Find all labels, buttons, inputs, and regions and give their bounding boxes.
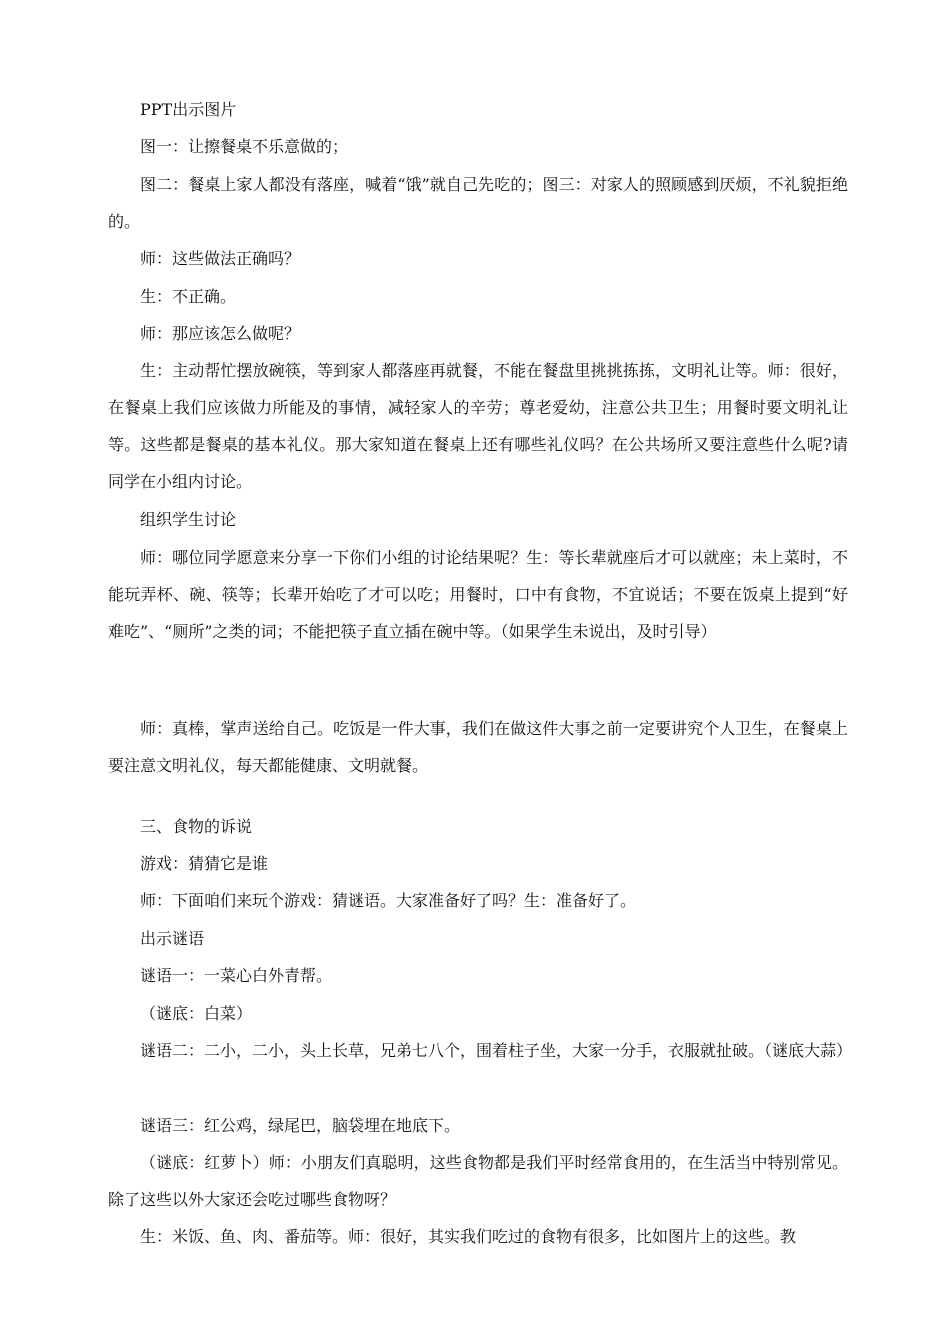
paragraph: 图二：餐桌上家人都没有落座，喊着“饿”就自己先吃的；图三：对家人的照顾感到厌烦，不礼貌拒绝的。	[108, 175, 848, 231]
paragraph: 生：不正确。	[140, 287, 237, 306]
paragraph: 生：主动帮忙摆放碗筷，等到家人都落座再就餐，不能在餐盘里挑挑拣拣，文明礼让等。师：很好，在餐桌上我们应该做力所能及的事情，减轻家人的辛劳；尊老爱幼，注意公共卫生；用餐时要文明礼让等。这些都是餐桌的基本礼仪。那大家知道在餐桌上还有哪些礼仪吗？在公共场所又要注意些什么呢?请同学在小组内讨论。	[108, 361, 848, 491]
section-heading: 三、食物的诉说	[140, 817, 253, 836]
paragraph: 生：米饭、鱼、肉、番茄等。师：很好，其实我们吃过的食物有很多，比如图片上的这些。教	[140, 1227, 797, 1246]
paragraph: 出示谜语	[140, 929, 205, 948]
paragraph: （谜底：白菜）	[140, 1004, 253, 1023]
paragraph: 师：哪位同学愿意来分享一下你们小组的讨论结果呢？生：等长辈就座后才可以就座；未上菜时，不能玩弄杯、碗、筷等；长辈开始吃了才可以吃；用餐时，口中有食物，不宜说话；不要在饭桌上提到“好难吃”、“厕所”之类的词；不能把筷子直立插在碗中等。（如果学生未说出，及时引导）	[108, 548, 848, 641]
paragraph: （谜底：红萝卜）师：小朋友们真聪明，这些食物都是我们平时经常食用的，在生活当中特别常见。除了这些以外大家还会吃过哪些食物呀？	[108, 1153, 848, 1209]
paragraph: 师：这些做法正确吗？	[140, 249, 301, 268]
paragraph: 谜语三：红公鸡，绿尾巴，脑袋埋在地底下。	[140, 1116, 461, 1135]
paragraph: 师：下面咱们来玩个游戏：猜谜语。大家准备好了吗？生：准备好了。	[140, 891, 637, 910]
paragraph: 师：那应该怎么做呢？	[140, 324, 301, 343]
paragraph: 师：真棒，掌声送给自己。吃饭是一件大事，我们在做这件大事之前一定要讲究个人卫生，在餐桌上要注意文明礼仪，每天都能健康、文明就餐。	[108, 719, 848, 775]
paragraph: 图一：让擦餐桌不乐意做的；	[140, 137, 349, 156]
paragraph: 游戏：猜猜它是谁	[140, 854, 269, 873]
paragraph: 谜语二：二小，二小，头上长草，兄弟七八个，围着柱子坐，大家一分手，衣服就扯破。（谜底大蒜）	[140, 1041, 853, 1060]
paragraph: PPT出示图片	[140, 100, 237, 119]
paragraph: 组织学生讨论	[140, 510, 237, 529]
paragraph: 谜语一：一菜心白外青帮。	[140, 966, 333, 985]
